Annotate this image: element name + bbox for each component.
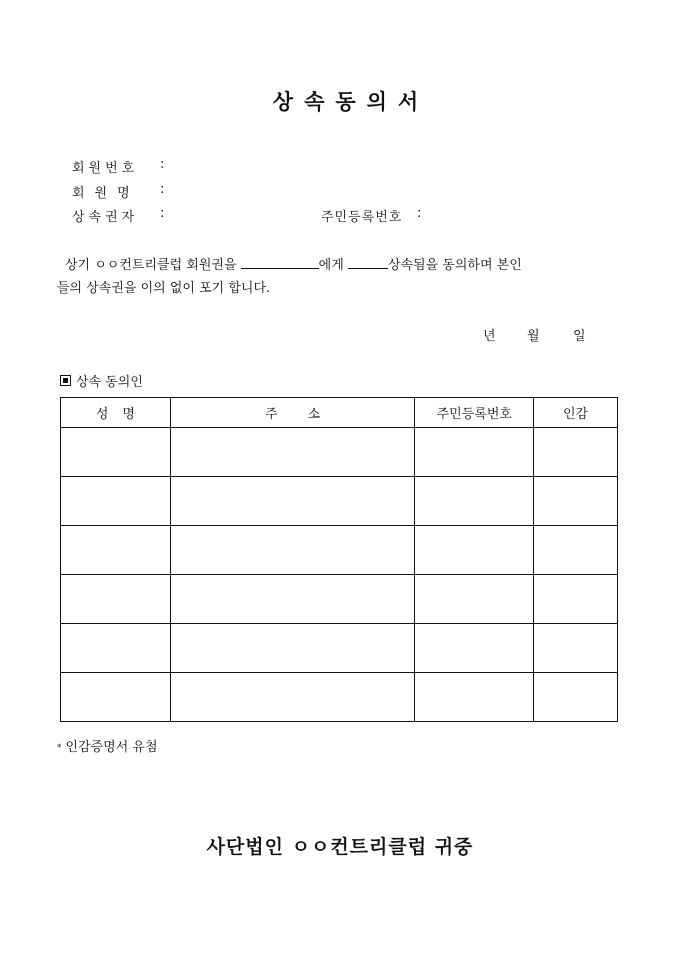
heir-name-blank[interactable] [241,256,319,269]
member-number-colon: : [160,157,165,172]
document-title: 상속동의서 [272,89,430,114]
cell-address[interactable] [170,428,415,477]
table-row [61,526,618,575]
consent-section-title [60,371,143,390]
cell-address[interactable] [170,673,415,722]
body-line-2: 들의 상속권을 이의 없이 포기 합니다. [57,281,271,296]
column-header-address: 주소 [170,398,415,428]
note-text: 인감증명서 유첨 [65,740,158,755]
member-name-colon: : [160,182,165,197]
heir-colon: : [160,206,165,221]
addressee: 사단법인 ㅇㅇ컨트리클럽 귀중 [206,836,474,858]
cell-ssn[interactable] [415,673,534,722]
table-row [61,575,618,624]
member-number-label: 회원번호 [72,161,139,176]
date-day: 일 [573,329,586,344]
cell-address[interactable] [170,624,415,673]
column-header-ssn: 주민등록번호 [415,398,534,428]
cell-seal[interactable] [534,428,618,477]
date-year: 년 [483,329,496,344]
cell-ssn[interactable] [415,526,534,575]
table-row [61,477,618,526]
column-header-name: 성명 [61,398,171,428]
cell-address[interactable] [170,477,415,526]
column-header-seal: 인감 [534,398,618,428]
attachment-note [57,736,158,755]
body-line-1-part-b: 에게 [318,258,344,273]
cell-name[interactable] [61,575,171,624]
cell-seal[interactable] [534,575,618,624]
cell-seal[interactable] [534,477,618,526]
date-month: 월 [527,329,540,344]
member-name-label: 회원명 [72,186,140,201]
table-row [61,428,618,477]
heir-label: 상속권자 [72,210,139,225]
note-mark: * [57,743,62,753]
cell-name[interactable] [61,477,171,526]
ssn-label: 주민등록번호 [321,210,403,225]
consent-table [60,397,618,722]
body-line-1 [57,254,622,273]
table-row [61,673,618,722]
cell-address[interactable] [170,575,415,624]
cell-seal[interactable] [534,526,618,575]
share-blank[interactable] [348,256,388,269]
table-row [61,624,618,673]
ssn-colon: : [417,206,422,221]
body-line-1-part-a: 상기 ㅇㅇ컨트리클럽 회원권을 [65,258,237,273]
cell-name[interactable] [61,526,171,575]
consent-section-title-text: 상속 동의인 [76,375,143,390]
cell-seal[interactable] [534,624,618,673]
consent-table-header [61,398,618,428]
filled-square-icon [60,375,71,386]
cell-name[interactable] [61,624,171,673]
cell-ssn[interactable] [415,477,534,526]
cell-name[interactable] [61,673,171,722]
body-line-1-part-c: 상속됨을 동의하며 본인 [387,258,522,273]
cell-ssn[interactable] [415,428,534,477]
cell-ssn[interactable] [415,624,534,673]
cell-seal[interactable] [534,673,618,722]
cell-name[interactable] [61,428,171,477]
cell-address[interactable] [170,526,415,575]
cell-ssn[interactable] [415,575,534,624]
